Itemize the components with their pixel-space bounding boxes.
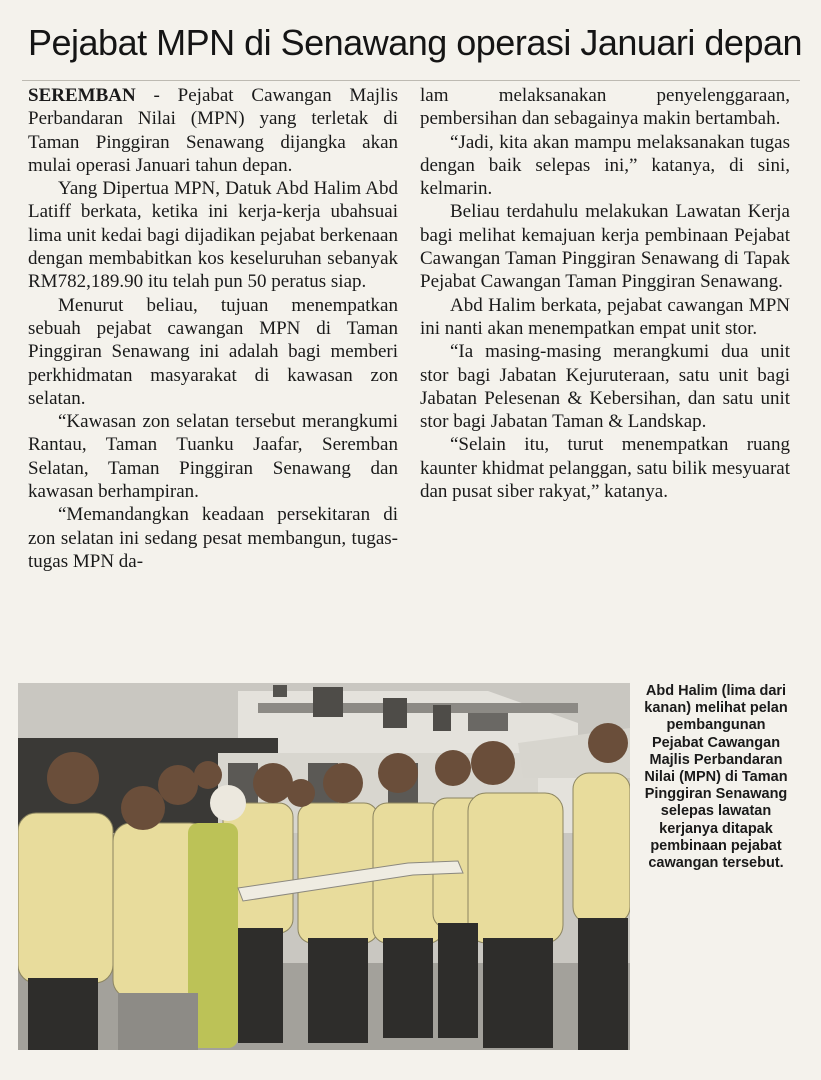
paragraph: “Memandangkan keadaan persekitaran di zon selatan ini sedang pesat membangun, tugas-tugas MPN da- [28,504,398,572]
photo-caption: Abd Halim (lima dari kanan) melihat pelan pembangunan Pejabat Cawangan Majlis Perbandaran Nilai (MPN) di Taman Pinggiran Senawang selepas lawatan kerjanya ditapak pembinaan pejabat cawangan tersebut. [644,683,788,872]
headline: Pejabat MPN di Senawang operasi Januari depan [28,22,803,63]
paragraph: “Jadi, kita akan mampu melaksanakan tugas dengan baik selepas ini,” katanya, di sini, kelmarin. [420,131,790,200]
paragraph: “Selain itu, turut menempatkan ruang kaunter khidmat pelanggan, satu bilik mesyuarat dan pusat siber rakyat,” katanya. [420,434,790,503]
headline-rule [22,80,800,81]
lead-paragraph [28,84,398,177]
article-column-right [420,84,790,503]
paragraph: lam melaksanakan penyelenggaraan, pembersihan dan sebagainya makin bertambah. [420,85,790,130]
article-column-left [28,84,398,573]
paragraph: “Kawasan zon selatan tersebut merangkumi Rantau, Taman Tuanku Jaafar, Seremban Selatan, Taman Pinggiran Senawang dan kawasan berhampiran. [28,411,398,503]
paragraph: Abd Halim berkata, pejabat cawangan MPN ini nanti akan menempatkan empat unit stor. [420,294,790,339]
paragraph: Yang Dipertua MPN, Datuk Abd Halim Abd Latiff berkata, ketika ini kerja-kerja ubahsuai lima unit kedai bagi dijadikan pejabat berkenaan dengan membabitkan kos keseluruhan sebanyak RM782,189.90 itu telah pun 50 peratus siap. [28,178,398,293]
news-photo [18,683,630,1050]
dateline: SEREMBAN [28,85,136,106]
paragraph: Menurut beliau, tujuan menempatkan sebuah pejabat cawangan MPN di Taman Pinggiran Senawang ini adalah bagi memberi perkhidmatan masyarakat di kawasan zon selatan. [28,294,398,409]
paragraph: Beliau terdahulu melakukan Lawatan Kerja bagi melihat kemajuan kerja pembinaan Pejabat Cawangan Taman Pinggiran Senawang di Tapak Pejabat Cawangan Taman Pinggiran Senawang. [420,201,790,293]
lead-text: - Pejabat Cawangan Majlis Perbandaran Nilai (MPN) yang terletak di Taman Pinggiran Senawang dijangka akan mulai operasi Januari tahun depan. [28,85,398,176]
paragraph: “Ia masing-masing merangkumi dua unit stor bagi Jabatan Kejuruteraan, satu unit bagi Jabatan Pelesenan & Kebersihan, dan satu unit stor bagi Jabatan Taman & Landskap. [420,341,790,433]
